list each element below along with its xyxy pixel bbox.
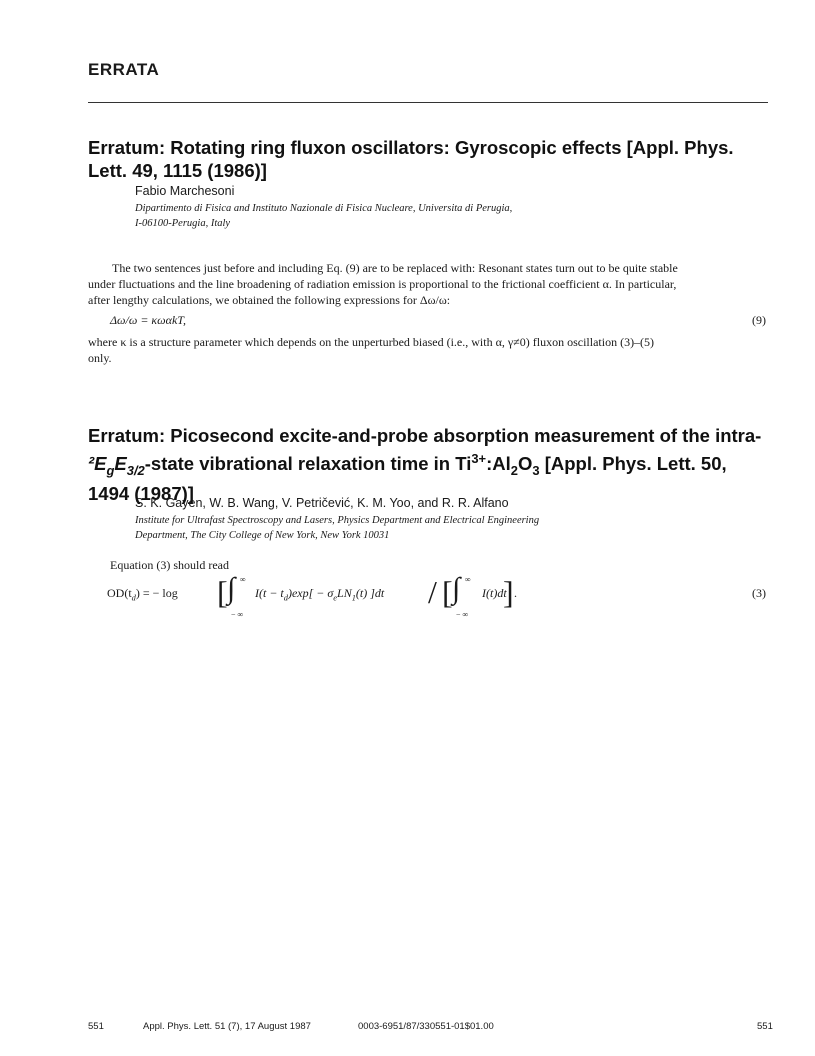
erratum1-title-line1: Erratum: Rotating ring fluxon oscillators: Gyroscopic effects [Appl. Phys. bbox=[88, 137, 734, 158]
erratum2-title-ref: [Appl. Phys. Lett. 50, bbox=[539, 453, 727, 475]
footer-journal: Appl. Phys. Lett. 51 (7), 17 August 1987 bbox=[143, 1021, 311, 1032]
erratum2-title-32-sub: 3/2 bbox=[126, 462, 145, 478]
eq-int1-lower: − ∞ bbox=[231, 610, 244, 619]
erratum2-intro: Equation (3) should read bbox=[110, 558, 229, 572]
erratum1-para-line1: The two sentences just before and including Eq. (9) are to be replaced with: Resonant states turn out to be quite stable bbox=[112, 261, 678, 275]
erratum2-title-al-sub: 2 bbox=[510, 462, 518, 478]
erratum2-title-3plus: 3+ bbox=[471, 451, 487, 466]
footer-page-right: 551 bbox=[757, 1021, 773, 1032]
erratum1-equation-number: (9) bbox=[752, 313, 766, 327]
erratum2-equation-number: (3) bbox=[752, 586, 766, 600]
erratum2-title-e: E bbox=[114, 453, 127, 475]
eq-integral1: ∫ bbox=[227, 572, 236, 605]
header-rule bbox=[88, 102, 768, 103]
erratum1-affiliation bbox=[135, 201, 512, 231]
erratum2-title-al: :Al bbox=[486, 453, 511, 475]
erratum1-title bbox=[88, 136, 778, 182]
erratum2-title-line3: 1494 (1987)] bbox=[88, 482, 194, 504]
eq-lhs: $OD(t_d)$ = − log bbox=[107, 586, 178, 603]
erratum2-authors: S. K. Gayen, W. B. Wang, V. Petričević, K. M. Yoo, and R. R. Alfano bbox=[135, 496, 509, 510]
eq-int2-upper: ∞ bbox=[465, 575, 471, 584]
eq-division-slash: / bbox=[428, 574, 437, 610]
erratum2-title-o: O bbox=[517, 453, 533, 475]
erratum1-title-line2: Lett. 49, 1115 (1986)] bbox=[88, 160, 267, 181]
erratum2-title-g-sub: g bbox=[106, 462, 115, 478]
erratum2-affiliation bbox=[135, 513, 539, 543]
eq-inner-bracket: [ bbox=[442, 574, 453, 610]
erratum1-equation: Δω/ω = κωαkT, bbox=[110, 313, 187, 327]
eq-period: . bbox=[514, 586, 517, 600]
eq-int2-lower: − ∞ bbox=[456, 610, 469, 619]
eq-integrand1: $I(t - t_d)\exp[ - \sigma_eLN_1(t)$ ]dt bbox=[255, 586, 385, 603]
erratum2-equation bbox=[107, 572, 527, 620]
erratum2-title-line2 bbox=[88, 447, 788, 482]
eq-integral2: ∫ bbox=[452, 572, 461, 605]
erratum1-author: Fabio Marchesoni bbox=[135, 184, 235, 198]
eq-left-bracket: [ bbox=[217, 574, 228, 610]
erratum1-para2-line2: only. bbox=[88, 351, 112, 365]
erratum2-title bbox=[88, 424, 788, 505]
erratum1-para-line2: under fluctuations and the line broadening of radiation emission is proportional to the frictional coefficient α. In particular, bbox=[88, 277, 677, 291]
erratum2-title-line1: Erratum: Picosecond excite-and-probe absorption measurement of the intra- bbox=[88, 425, 762, 446]
erratum1-paragraph2 bbox=[88, 334, 776, 366]
eq-right-bracket: ] bbox=[503, 574, 514, 610]
footer-code: 0003-6951/87/330551-01$01.00 bbox=[358, 1021, 494, 1032]
erratum1-para2-line1: where κ is a structure parameter which depends on the unperturbed biased (i.e., with α, γ≠0) fluxon oscillation (3)–(5) bbox=[88, 335, 655, 349]
erratum2-title-o-sub: 3 bbox=[532, 462, 540, 478]
eq-integrand2: I(t)dt bbox=[482, 586, 507, 600]
erratum2-title-2e: ²E bbox=[88, 453, 107, 475]
erratum1-affil-line2: I-06100-Perugia, Italy bbox=[135, 218, 231, 229]
erratum2-affil-line2: Department, The City College of New York, New York 10031 bbox=[135, 530, 390, 541]
erratum1-para-line3: after lengthy calculations, we obtained the following expressions for Δω/ω: bbox=[88, 293, 451, 307]
erratum1-affil-line1: Dipartimento di Fisica and Instituto Nazionale di Fisica Nucleare, Universita di Perugia, bbox=[135, 203, 513, 214]
erratum2-affil-line1: Institute for Ultrafast Spectroscopy and Lasers, Physics Department and Electrical Engineering bbox=[135, 515, 540, 526]
eq-int1-upper: ∞ bbox=[240, 575, 246, 584]
erratum1-paragraph bbox=[88, 260, 776, 308]
section-header: ERRATA bbox=[88, 60, 160, 79]
erratum2-title-text: -state vibrational relaxation time in Ti bbox=[144, 453, 472, 475]
footer-page-left: 551 bbox=[88, 1021, 104, 1032]
